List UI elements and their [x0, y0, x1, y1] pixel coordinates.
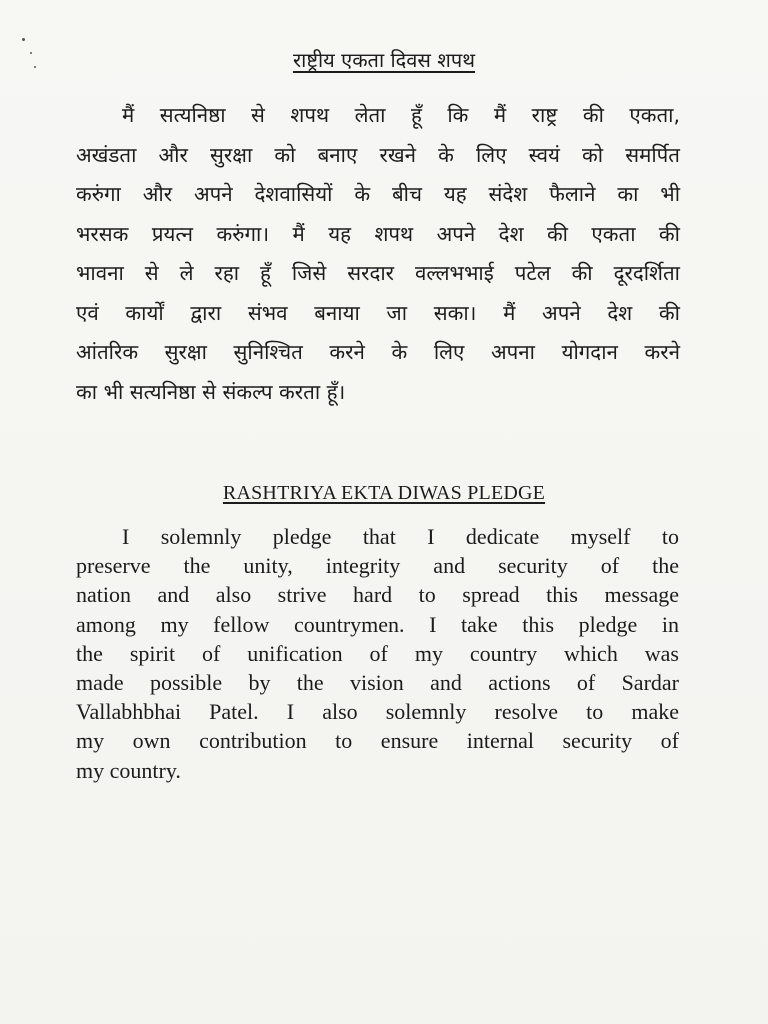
hindi-line: भरसक प्रयत्न करुंगा। मैं यह शपथ अपने देश की एकता की	[76, 221, 680, 246]
hindi-pledge-title	[0, 46, 768, 73]
hindi-line: का भी सत्यनिष्ठा से संकल्प करता हूँ।	[76, 379, 346, 404]
english-pledge-body	[76, 522, 679, 785]
english-line: Vallabhbhai Patel. I also solemnly resolve to make	[76, 699, 679, 725]
english-line: made possible by the vision and actions of Sardar	[76, 669, 679, 695]
english-pledge-title	[0, 482, 768, 505]
english-line: the spirit of unification of my country which was	[76, 640, 679, 666]
english-line: I solemnly pledge that I dedicate myself to	[122, 524, 679, 549]
hindi-line: करुंगा और अपने देशवासियों के बीच यह संदेश फैलाने का भी	[76, 182, 680, 206]
hindi-line: भावना से ले रहा हूँ जिसे सरदार वल्लभभाई पटेल की दूरदर्शिता	[76, 261, 680, 285]
english-line: among my fellow countrymen. I take this pledge in	[76, 611, 679, 637]
english-line: my country.	[76, 757, 181, 783]
english-line: preserve the unity, integrity and security of the	[76, 553, 679, 579]
english-line: my own contribution to ensure internal security of	[76, 728, 679, 754]
scan-speck	[22, 38, 25, 41]
hindi-line: अखंडता और सुरक्षा को बनाए रखने के लिए स्वयं को समर्पित	[76, 142, 680, 167]
english-title-text: RASHTRIYA EKTA DIWAS PLEDGE	[222, 482, 546, 504]
hindi-line: आंतरिक सुरक्षा सुनिश्चित करने के लिए अपना योगदान करने	[76, 340, 680, 364]
hindi-line: एवं कार्यों द्वारा संभव बनाया जा सका। मैं अपने देश की	[76, 300, 680, 325]
hindi-title-text: राष्ट्रीय एकता दिवस शपथ	[292, 48, 476, 72]
english-line: nation and also strive hard to spread this message	[76, 582, 679, 608]
hindi-pledge-body	[76, 100, 680, 416]
hindi-line: मैं सत्यनिष्ठा से शपथ लेता हूँ कि मैं राष्ट्र की एकता,	[122, 103, 680, 127]
